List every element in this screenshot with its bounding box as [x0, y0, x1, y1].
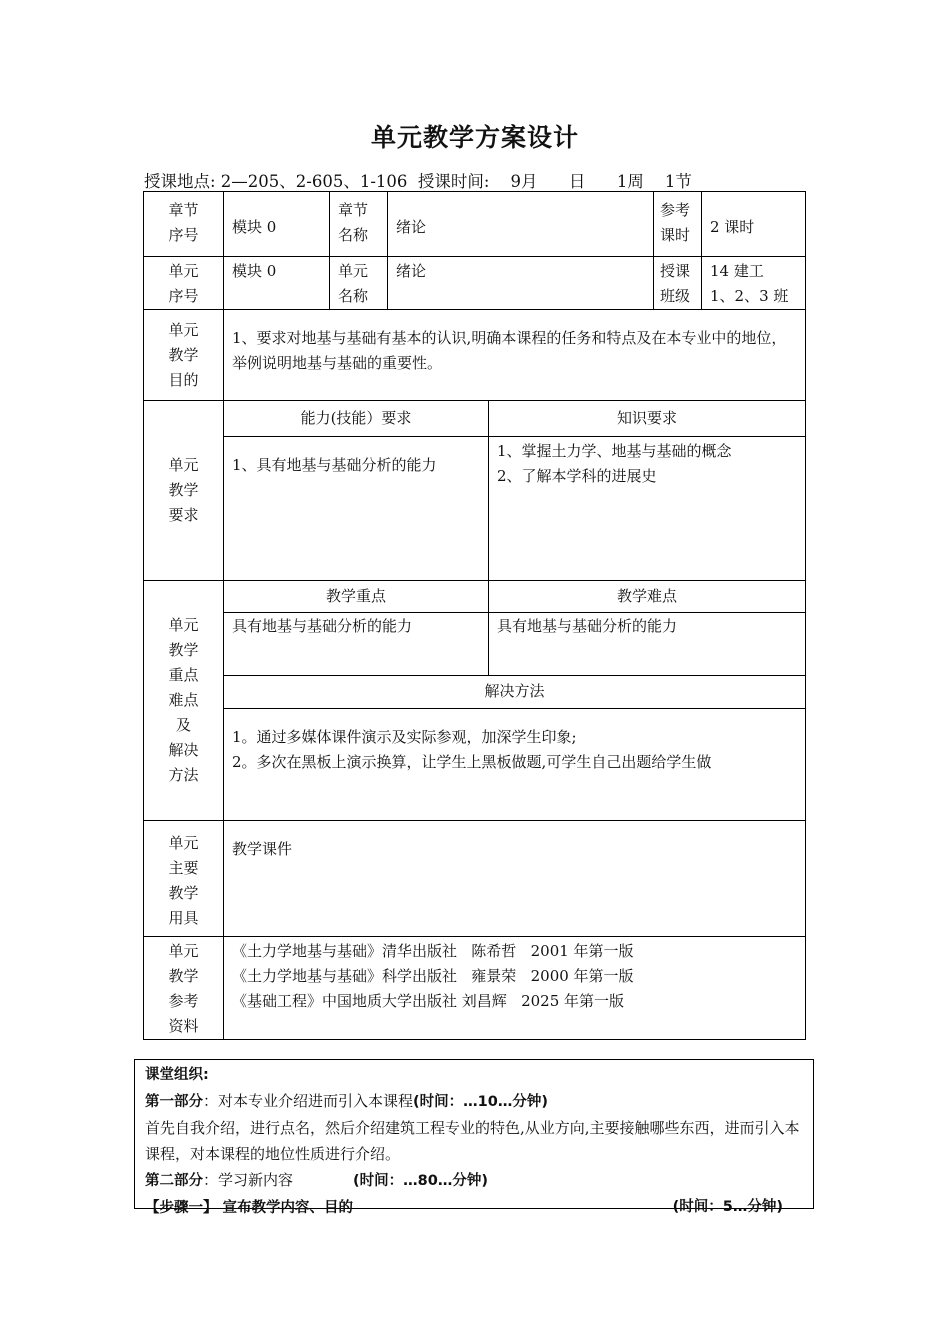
- class-value: 14 建工 1、2、3 班: [702, 257, 806, 310]
- focus-grid: [224, 581, 805, 820]
- requirements-grid: [224, 401, 805, 580]
- references-label: 单元 教学 参考 资料: [144, 937, 224, 1040]
- chapter-name-value: 绪论: [388, 192, 654, 257]
- class-label: 授课 班级: [654, 257, 702, 310]
- key-header: 教学重点: [224, 581, 489, 612]
- page-title: 单元教学方案设计: [370, 123, 579, 152]
- part1-text: ：对本专业介绍进而引入本课程: [203, 1092, 414, 1110]
- requirements-label: 单元 教学 要求: [144, 401, 224, 581]
- tools-label: 单元 主要 教学 用具: [144, 821, 224, 937]
- reference-hours-label: 参考 课时: [654, 192, 702, 257]
- difficulty-text: 具有地基与基础分析的能力: [489, 612, 806, 675]
- unit-number-label: 单元 序号: [144, 257, 224, 310]
- lesson-plan-table: [143, 191, 806, 1040]
- reference-item: 《土力学地基与基础》科学出版社 雍景荣 2000 年第一版: [232, 967, 634, 985]
- unit-name-label: 单元 名称: [330, 257, 388, 310]
- tools-text: 教学课件: [224, 821, 806, 937]
- part1-time: (时间：…10…分钟): [413, 1094, 548, 1110]
- step1-line: [145, 1194, 803, 1221]
- reference-item: 《土力学地基与基础》清华出版社 陈希哲 2001 年第一版: [232, 942, 634, 960]
- reference-hours-value: 2 课时: [702, 192, 806, 257]
- info-line: 授课地点: 2—205、2-605、1-106 授课时间: 9月 日 1周 1节: [144, 172, 692, 191]
- chapter-number-value: 模块 0: [224, 192, 330, 257]
- part1-line: [145, 1088, 803, 1115]
- objective-text: 1、要求对地基与基础有基本的认识,明确本课程的任务和特点及在本专业中的地位，举例说明地基与基础的重要性。: [224, 310, 806, 401]
- step1-label: 【步骤一】 宣布教学内容、目的: [145, 1200, 354, 1216]
- reference-item: 《基础工程》中国地质大学出版社 刘昌辉 2025 年第一版: [232, 992, 625, 1010]
- unit-number-value: 模块 0: [224, 257, 330, 310]
- part2-time: (时间：…80…分钟): [353, 1173, 488, 1189]
- chapter-number-label: 章节 序号: [144, 192, 224, 257]
- part2-line: [145, 1167, 803, 1194]
- ability-text: 1、具有地基与基础分析的能力: [224, 436, 489, 580]
- part2-text: ：学习新内容: [203, 1171, 294, 1189]
- solution-text: 1。通过多媒体课件演示及实际参观，加深学生印象; 2。多次在黑板上演示换算，让学生上黑板做题,可学生自己出题给学生做: [224, 708, 805, 820]
- focus-label: 单元 教学 重点 难点 及 解决 方法: [144, 581, 224, 821]
- chapter-name-label: 章节 名称: [330, 192, 388, 257]
- objective-label: 单元 教学 目的: [144, 310, 224, 401]
- solution-header: 解决方法: [224, 675, 805, 708]
- part2-label: 第二部分: [145, 1173, 203, 1189]
- difficulty-header: 教学难点: [489, 581, 806, 612]
- classroom-organization: [134, 1059, 814, 1216]
- ability-header: 能力(技能）要求: [224, 401, 489, 436]
- unit-name-value: 绪论: [388, 257, 654, 310]
- part1-label: 第一部分: [145, 1094, 203, 1110]
- references-list: [224, 937, 806, 1040]
- knowledge-header: 知识要求: [489, 401, 806, 436]
- key-text: 具有地基与基础分析的能力: [224, 612, 489, 675]
- knowledge-text: 1、掌握土力学、地基与基础的概念 2、了解本学科的进展史: [489, 436, 806, 580]
- classroom-heading: 课堂组织:: [145, 1067, 209, 1083]
- intro-text: 首先自我介绍，进行点名，然后介绍建筑工程专业的特色,从业方向,主要接触哪些东西，进而引入本课程，对本课程的地位性质进行介绍。: [145, 1119, 800, 1163]
- step1-time: (时间：5…分钟): [672, 1199, 783, 1215]
